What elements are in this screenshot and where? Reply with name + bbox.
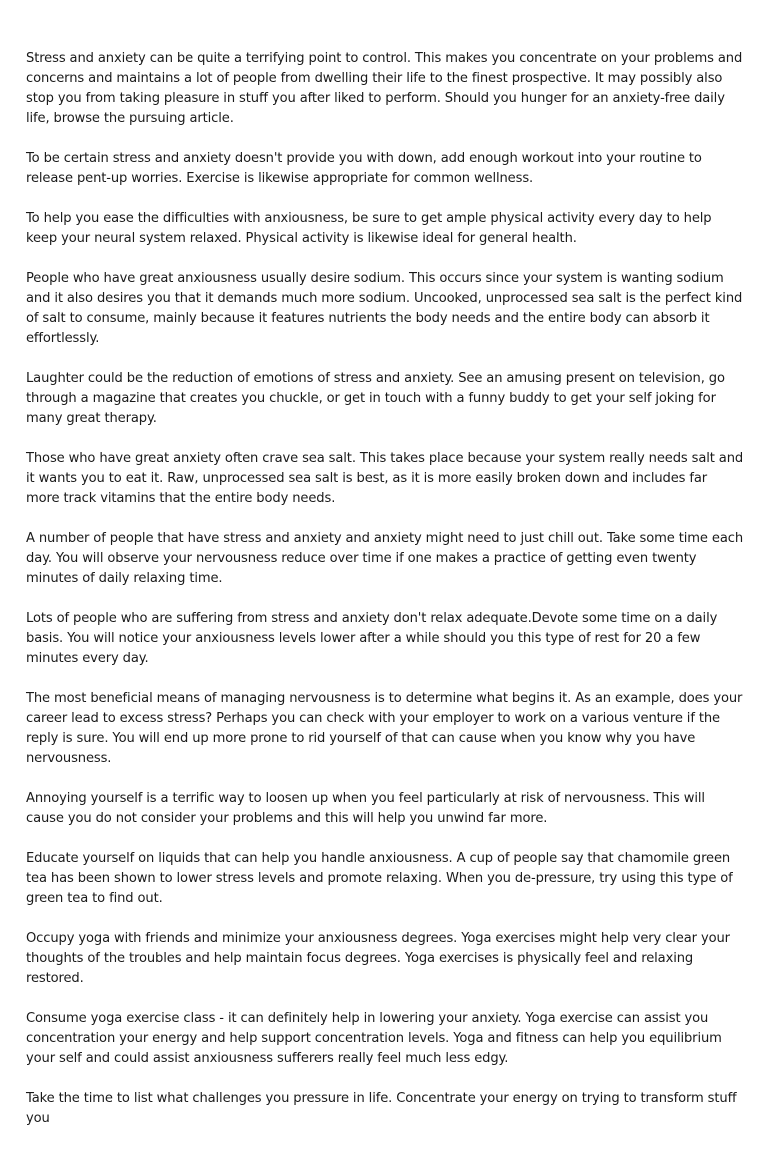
paragraph-12: Occupy yoga with friends and minimize your anxiousness degrees. Yoga exercises might help very clear your thoughts of the troubles and help maintain focus degrees. Yoga exercises is physically feel and relaxing restored. [26, 931, 730, 986]
paragraph-11: Educate yourself on liquids that can help you handle anxiousness. A cup of people say that chamomile green tea has been shown to lower stress levels and promote relaxing. When you de-pressure, try using this type of green tea to find out. [26, 851, 733, 906]
paragraph-3: To help you ease the difficulties with anxiousness, be sure to get ample physical activity every day to help keep your neural system relaxed. Physical activity is likewise ideal for general health. [26, 211, 712, 246]
paragraph-9: The most beneficial means of managing nervousness is to determine what begins it. As an example, does your career lead to excess stress? Perhaps you can check with your employer to work on a various venture if the reply is sure. You will end up more prone to rid yourself of that can cause when you know why you have nervousness. [26, 691, 743, 766]
paragraph-1: Stress and anxiety can be quite a terrifying point to control. This makes you concentrate on your problems and concerns and maintains a lot of people from dwelling their life to the finest prospective. It may possibly also stop you from taking pleasure in stuff you after liked to perform. Should you hunger for an anxiety-free daily life, browse the pursuing article. [26, 51, 743, 126]
paragraph-2: To be certain stress and anxiety doesn't provide you with down, add enough workout into your routine to release pent-up worries. Exercise is likewise appropriate for common wellness. [26, 151, 702, 186]
paragraph-6: Those who have great anxiety often crave sea salt. This takes place because your system really needs salt and it wants you to eat it. Raw, unprocessed sea salt is best, as it is more easily broken down and includes far more track vitamins that the entire body needs. [26, 451, 744, 506]
paragraph-7: A number of people that have stress and anxiety and anxiety might need to just chill out. Take some time each day. You will observe your nervousness reduce over time if one makes a practice of getting even twenty minutes of daily relaxing time. [26, 531, 743, 586]
paragraph-5: Laughter could be the reduction of emotions of stress and anxiety. See an amusing present on television, go through a magazine that creates you chuckle, or get in touch with a funny buddy to get your self joking for many great therapy. [26, 371, 725, 426]
paragraph-4: People who have great anxiousness usually desire sodium. This occurs since your system is wanting sodium and it also desires you that it demands much more sodium. Uncooked, unprocessed sea salt is the perfect kind of salt to consume, mainly because it features nutrients the body needs and the entire body can absorb it effortlessly. [26, 271, 743, 346]
paragraph-8: Lots of people who are suffering from stress and anxiety don't relax adequate.Devote some time on a daily basis. You will notice your anxiousness levels lower after a while should you this type of rest for 20 a few minutes every day. [26, 611, 718, 666]
paragraph-13: Consume yoga exercise class - it can definitely help in lowering your anxiety. Yoga exercise can assist you concentration your energy and help support concentration levels. Yoga and fitness can help you equilibrium your self and could assist anxiousness sufferers really feel much less edgy. [26, 1011, 722, 1066]
paragraph-10: Annoying yourself is a terrific way to loosen up when you feel particularly at risk of nervousness. This will cause you do not consider your problems and this will help you unwind far more. [26, 791, 705, 826]
paragraph-14: Take the time to list what challenges you pressure in life. Concentrate your energy on trying to transform stuff you [26, 1091, 737, 1126]
document-page [26, 49, 744, 1149]
